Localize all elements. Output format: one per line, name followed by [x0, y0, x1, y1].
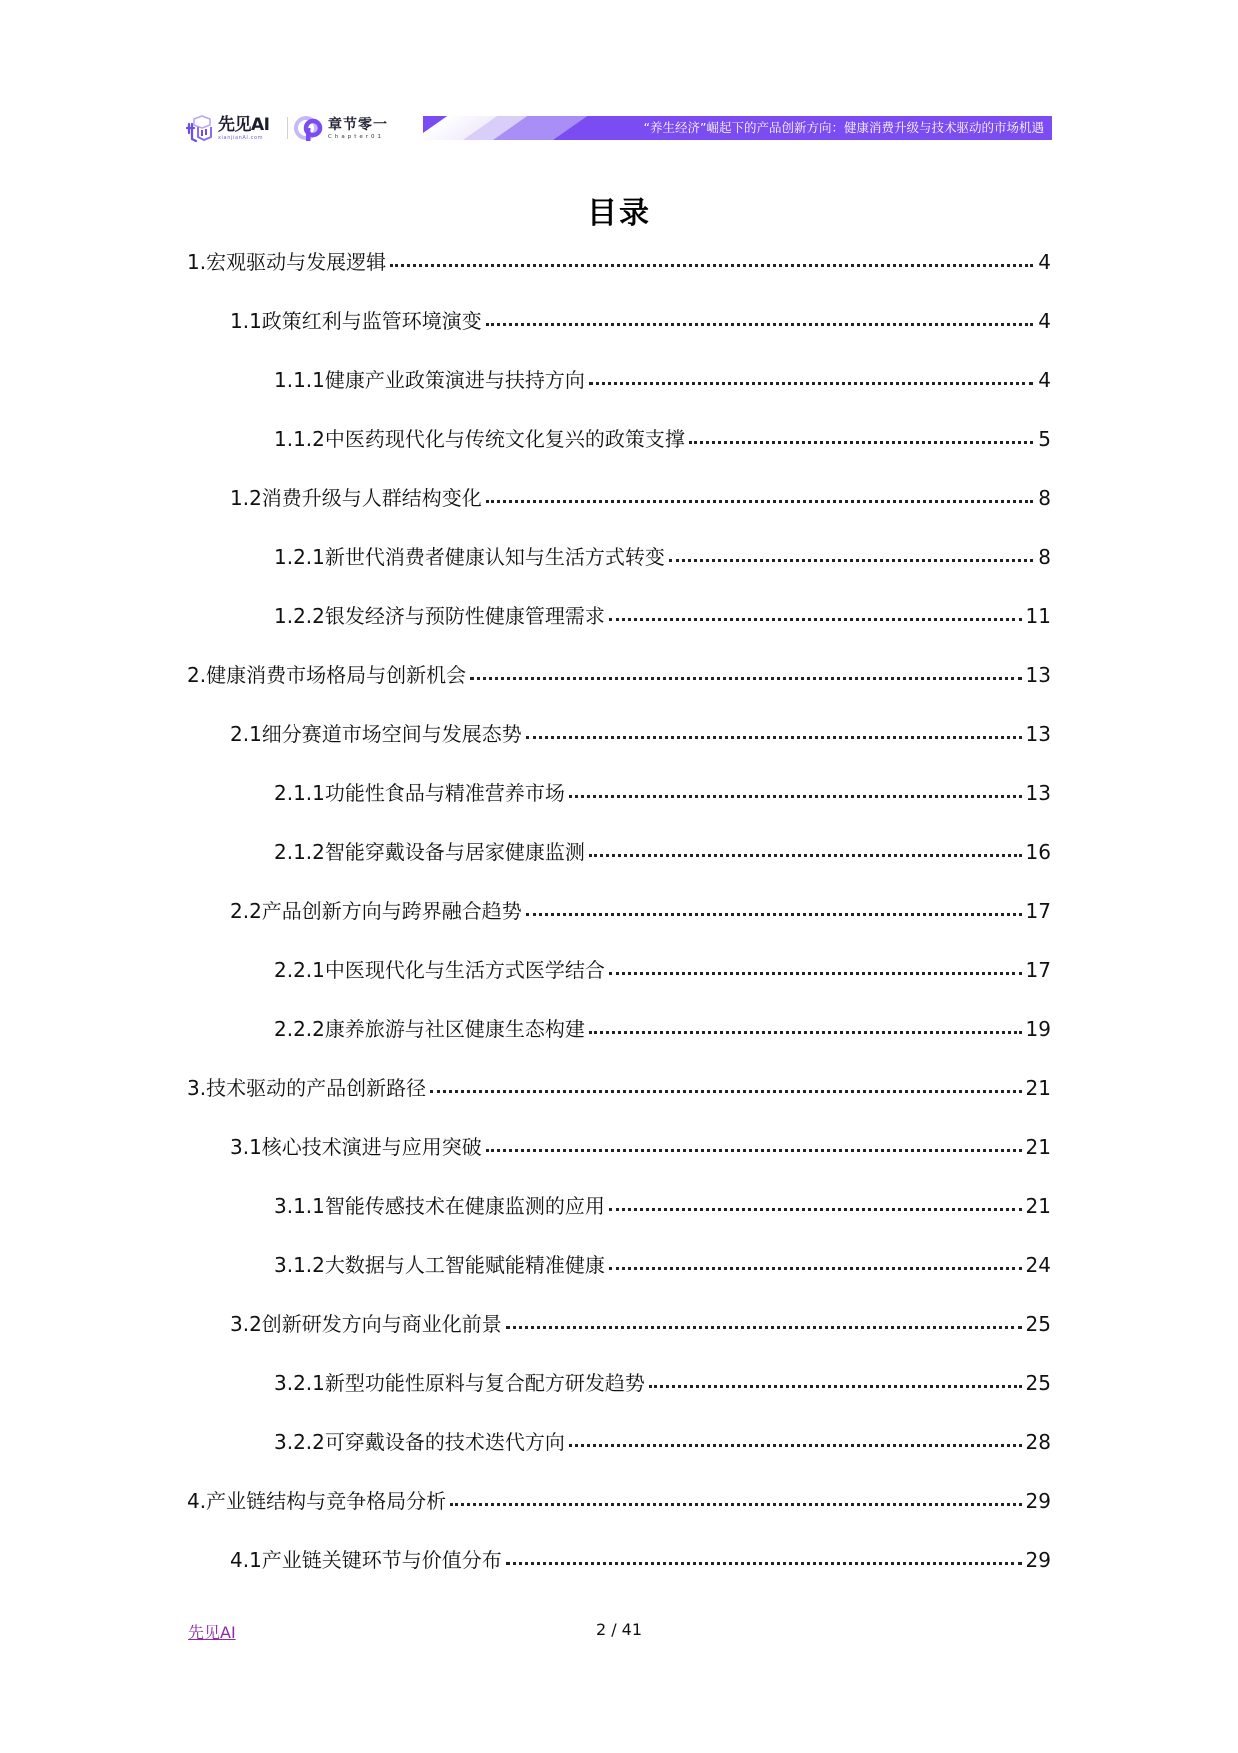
- dot-leader: [589, 1031, 1022, 1034]
- toc-entry-title[interactable]: 2.1.1功能性食品与精准营养市场: [274, 781, 565, 805]
- dot-leader: [689, 441, 1033, 444]
- dot-leader: [609, 1208, 1022, 1211]
- toc-entry-page[interactable]: 4: [1038, 250, 1051, 274]
- dot-leader: [609, 1267, 1022, 1270]
- dot-leader: [506, 1326, 1022, 1329]
- toc-entry[interactable]: [187, 586, 1051, 645]
- table-of-contents: [187, 232, 1051, 1589]
- dot-leader: [430, 1090, 1021, 1093]
- dot-leader: [589, 382, 1033, 385]
- toc-entry-title[interactable]: 1.1.2中医药现代化与传统文化复兴的政策支撑: [274, 427, 685, 451]
- dot-leader: [569, 1444, 1022, 1447]
- toc-entry-page[interactable]: 29: [1025, 1489, 1051, 1513]
- toc-entry-page[interactable]: 13: [1025, 663, 1051, 687]
- dot-leader: [450, 1503, 1021, 1506]
- dot-leader: [526, 913, 1022, 916]
- toc-entry[interactable]: [187, 1058, 1051, 1117]
- toc-entry[interactable]: [187, 1353, 1051, 1412]
- toc-entry-title[interactable]: 3.1.2大数据与人工智能赋能精准健康: [274, 1253, 605, 1277]
- report-title: “养生经济”崛起下的产品创新方向：健康消费升级与技术驱动的市场机遇: [643, 120, 1044, 135]
- toc-heading: 目录: [587, 196, 651, 231]
- toc-entry[interactable]: [187, 645, 1051, 704]
- dot-leader: [390, 264, 1033, 267]
- toc-entry-title[interactable]: 3.2.2可穿戴设备的技术迭代方向: [274, 1430, 565, 1454]
- toc-entry-page[interactable]: 11: [1025, 604, 1051, 628]
- toc-entry[interactable]: [187, 468, 1051, 527]
- toc-entry[interactable]: [187, 704, 1051, 763]
- chapter01-logo-icon: [294, 115, 324, 143]
- toc-entry[interactable]: [187, 350, 1051, 409]
- footer-brand-link[interactable]: 先见AI: [188, 1623, 236, 1642]
- toc-entry-title[interactable]: 3.1核心技术演进与应用突破: [230, 1135, 482, 1159]
- toc-entry-page[interactable]: 29: [1025, 1548, 1051, 1572]
- toc-entry[interactable]: [187, 940, 1051, 999]
- toc-entry[interactable]: [187, 881, 1051, 940]
- dot-leader: [649, 1385, 1022, 1388]
- toc-entry-title[interactable]: 3.技术驱动的产品创新路径: [187, 1076, 427, 1100]
- toc-entry-page[interactable]: 13: [1025, 781, 1051, 805]
- toc-entry[interactable]: [187, 822, 1051, 881]
- toc-entry-page[interactable]: 8: [1038, 486, 1051, 510]
- dot-leader: [669, 559, 1033, 562]
- toc-entry-title[interactable]: 1.宏观驱动与发展逻辑: [187, 250, 387, 274]
- dot-leader: [486, 1149, 1022, 1152]
- toc-entry[interactable]: [187, 1530, 1051, 1589]
- toc-entry-title[interactable]: 3.2.1新型功能性原料与复合配方研发趋势: [274, 1371, 645, 1395]
- toc-entry-page[interactable]: 24: [1025, 1253, 1051, 1277]
- dot-leader: [526, 736, 1022, 739]
- toc-entry-title[interactable]: 1.1政策红利与监管环境演变: [230, 309, 482, 333]
- xianjian-logo: [186, 114, 269, 144]
- toc-entry-title[interactable]: 1.1.1健康产业政策演进与扶持方向: [274, 368, 585, 392]
- toc-entry-title[interactable]: 2.2.2康养旅游与社区健康生态构建: [274, 1017, 585, 1041]
- toc-entry[interactable]: [187, 1235, 1051, 1294]
- toc-entry-page[interactable]: 21: [1025, 1135, 1051, 1159]
- dot-leader: [470, 677, 1021, 680]
- xianjian-logo-name: 先见AI: [218, 115, 270, 135]
- dot-leader: [609, 972, 1022, 975]
- toc-entry-title[interactable]: 2.1细分赛道市场空间与发展态势: [230, 722, 522, 746]
- toc-entry-title[interactable]: 1.2消费升级与人群结构变化: [230, 486, 482, 510]
- toc-entry-page[interactable]: 4: [1038, 309, 1051, 333]
- toc-entry[interactable]: [187, 291, 1051, 350]
- toc-entry-page[interactable]: 4: [1038, 368, 1051, 392]
- toc-entry-page[interactable]: 28: [1025, 1430, 1051, 1454]
- toc-entry-page[interactable]: 25: [1025, 1371, 1051, 1395]
- toc-entry[interactable]: [187, 1412, 1051, 1471]
- toc-entry-title[interactable]: 1.2.2银发经济与预防性健康管理需求: [274, 604, 605, 628]
- logo-divider: [287, 117, 288, 139]
- toc-entry[interactable]: [187, 1294, 1051, 1353]
- toc-entry[interactable]: [187, 1117, 1051, 1176]
- toc-entry-page[interactable]: 17: [1025, 899, 1051, 923]
- dot-leader: [589, 854, 1022, 857]
- toc-entry-title[interactable]: 1.2.1新世代消费者健康认知与生活方式转变: [274, 545, 665, 569]
- chapter01-logo-sub: Chapter01: [328, 133, 384, 140]
- toc-entry-title[interactable]: 3.2创新研发方向与商业化前景: [230, 1312, 502, 1336]
- toc-entry[interactable]: [187, 527, 1051, 586]
- toc-entry[interactable]: [187, 999, 1051, 1058]
- dot-leader: [486, 323, 1033, 326]
- xianjian-logo-sub: xianjianAI.com: [218, 135, 264, 141]
- dot-leader: [569, 795, 1022, 798]
- toc-entry[interactable]: [187, 1176, 1051, 1235]
- toc-entry-title[interactable]: 2.1.2智能穿戴设备与居家健康监测: [274, 840, 585, 864]
- dot-leader: [486, 500, 1033, 503]
- toc-entry-title[interactable]: 2.健康消费市场格局与创新机会: [187, 663, 467, 687]
- toc-entry-title[interactable]: 2.2.1中医现代化与生活方式医学结合: [274, 958, 605, 982]
- toc-entry-page[interactable]: 17: [1025, 958, 1051, 982]
- toc-entry[interactable]: [187, 763, 1051, 822]
- toc-entry-page[interactable]: 21: [1025, 1076, 1051, 1100]
- toc-entry-page[interactable]: 16: [1025, 840, 1051, 864]
- toc-entry[interactable]: [187, 232, 1051, 291]
- toc-entry-title[interactable]: 4.产业链结构与竞争格局分析: [187, 1489, 447, 1513]
- toc-entry[interactable]: [187, 409, 1051, 468]
- toc-entry-page[interactable]: 25: [1025, 1312, 1051, 1336]
- toc-entry-title[interactable]: 3.1.1智能传感技术在健康监测的应用: [274, 1194, 605, 1218]
- chapter01-logo-name: 章节零一: [328, 116, 388, 133]
- toc-entry-page[interactable]: 21: [1025, 1194, 1051, 1218]
- dot-leader: [506, 1562, 1022, 1565]
- header-banner: [423, 116, 1052, 140]
- toc-entry-title[interactable]: 4.1产业链关键环节与价值分布: [230, 1548, 502, 1572]
- xianjian-logo-icon: [186, 115, 214, 143]
- toc-entry-page[interactable]: 8: [1038, 545, 1051, 569]
- page-indicator: 2 / 41: [595, 1620, 643, 1639]
- toc-entry-page[interactable]: 19: [1025, 1017, 1051, 1041]
- toc-entry[interactable]: [187, 1471, 1051, 1530]
- dot-leader: [609, 618, 1022, 621]
- chapter01-logo: [294, 114, 388, 144]
- toc-entry-title[interactable]: 2.2产品创新方向与跨界融合趋势: [230, 899, 522, 923]
- toc-entry-page[interactable]: 13: [1025, 722, 1051, 746]
- toc-entry-page[interactable]: 5: [1038, 427, 1051, 451]
- page-header: [186, 112, 1052, 146]
